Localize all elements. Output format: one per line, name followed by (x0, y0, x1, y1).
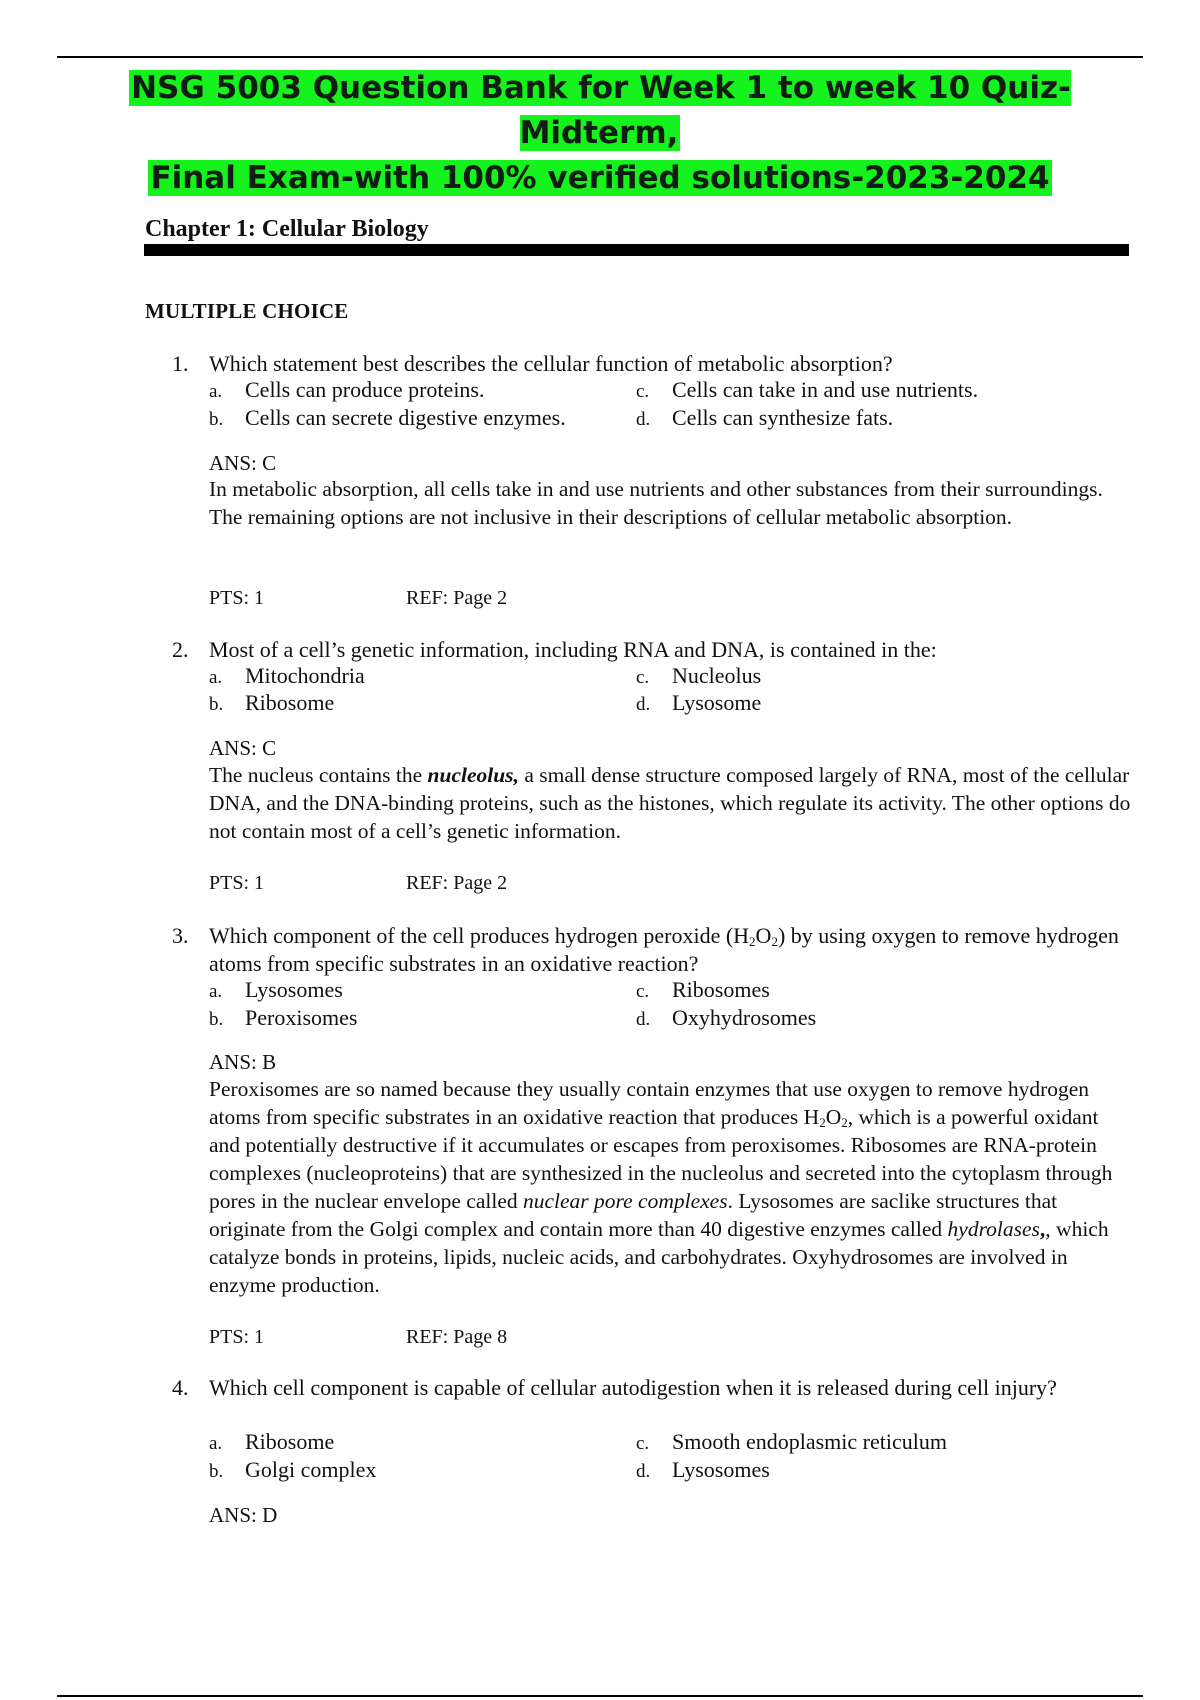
answer: ANS: D (209, 1503, 278, 1527)
points: PTS: 1 (209, 872, 265, 894)
option-a: a. Cells can produce proteins. (209, 377, 485, 402)
points-reference (209, 1323, 507, 1351)
option-b: b. Peroxisomes (209, 1005, 358, 1030)
top-rule (57, 56, 1143, 58)
question-text: Which cell component is capable of cellular autodigestion when it is released during cell injury? (209, 1375, 1057, 1400)
option-a: a. Lysosomes (209, 977, 343, 1002)
option-d: d. Lysosome (636, 690, 762, 715)
points-reference (209, 584, 507, 612)
question-text: Which statement best describes the cellular function of metabolic absorption? (209, 351, 893, 376)
option-b: b. Ribosome (209, 690, 335, 715)
title-line-2: Final Exam-with 100% verified solutions-2023-2024 (150, 160, 1050, 196)
question-text: Most of a cell’s genetic information, including RNA and DNA, is contained in the: (209, 637, 937, 662)
option-c: c. Nucleolus (636, 663, 762, 688)
explanation: Peroxisomes are so named because they usually contain enzymes that use oxygen to remove hydrogen atoms from specific substrates in an oxidative reaction that produces $H_2O_2$, which is a powerful oxidant and potentially destructive if it accumulates or escapes from peroxisomes. Ribosomes are RNA-protein complexes (nucleoproteins) that are synthesized in the nucleolus and secreted into the cytoplasm through pores in the nuclear envelope called nuclear pore complexes. Lysosomes are saclike structures that originate from the Golgi complex and contain more than 40 digestive enzymes called hydrolases,, which catalyze bonds in proteins, lipids, nucleic acids, and carbohydrates. Oxyhydrosomes are involved in enzyme production. (209, 1077, 1113, 1297)
option-a: a. Ribosome (209, 1429, 335, 1454)
bottom-rule (57, 1695, 1143, 1697)
document-title (80, 66, 1120, 201)
option-c: c. Ribosomes (636, 977, 770, 1002)
reference: REF: Page 8 (406, 1326, 508, 1348)
question-number: 1. (172, 351, 189, 376)
reference: REF: Page 2 (406, 587, 508, 609)
answer: ANS: C (209, 736, 277, 760)
answer: ANS: C (209, 451, 277, 475)
option-b: b. Golgi complex (209, 1457, 377, 1482)
points: PTS: 1 (209, 587, 265, 609)
option-d: d. Cells can synthesize fats. (636, 405, 894, 430)
title-line-1: NSG 5003 Question Bank for Week 1 to week 10 Quiz-Midterm, (131, 70, 1071, 151)
option-d: d. Lysosomes (636, 1457, 770, 1482)
chapter-heading: Chapter 1: Cellular Biology (145, 216, 429, 242)
option-c: c. Cells can take in and use nutrients. (636, 377, 979, 402)
explanation: The nucleus contains the nucleolus, a small dense structure composed largely of RNA, most of the cellular DNA, and the DNA-binding proteins, such as the histones, which regulate its activity. The other options do not contain most of a cell’s genetic information. (209, 763, 1131, 843)
option-a: a. Mitochondria (209, 663, 365, 688)
option-b: b. Cells can secrete digestive enzymes. (209, 405, 566, 430)
question-number: 2. (172, 637, 189, 662)
option-c: c. Smooth endoplasmic reticulum (636, 1429, 947, 1454)
chapter-underline-bar (144, 244, 1129, 256)
points-reference (209, 869, 507, 897)
section-heading: MULTIPLE CHOICE (145, 299, 349, 323)
points: PTS: 1 (209, 1326, 265, 1348)
question-number: 3. (172, 923, 189, 948)
question-number: 4. (172, 1375, 189, 1400)
question-text: Which component of the cell produces hydrogen peroxide $(H_2O_2)$ by using oxygen to remove hydrogen atoms from specific substrates in an oxidative reaction? (209, 923, 1119, 976)
reference: REF: Page 2 (406, 872, 508, 894)
answer: ANS: B (209, 1050, 277, 1074)
option-d: d. Oxyhydrosomes (636, 1005, 817, 1030)
explanation: In metabolic absorption, all cells take in and use nutrients and other substances from their surroundings. The remaining options are not inclusive in their descriptions of cellular metabolic absorption. (209, 477, 1103, 529)
